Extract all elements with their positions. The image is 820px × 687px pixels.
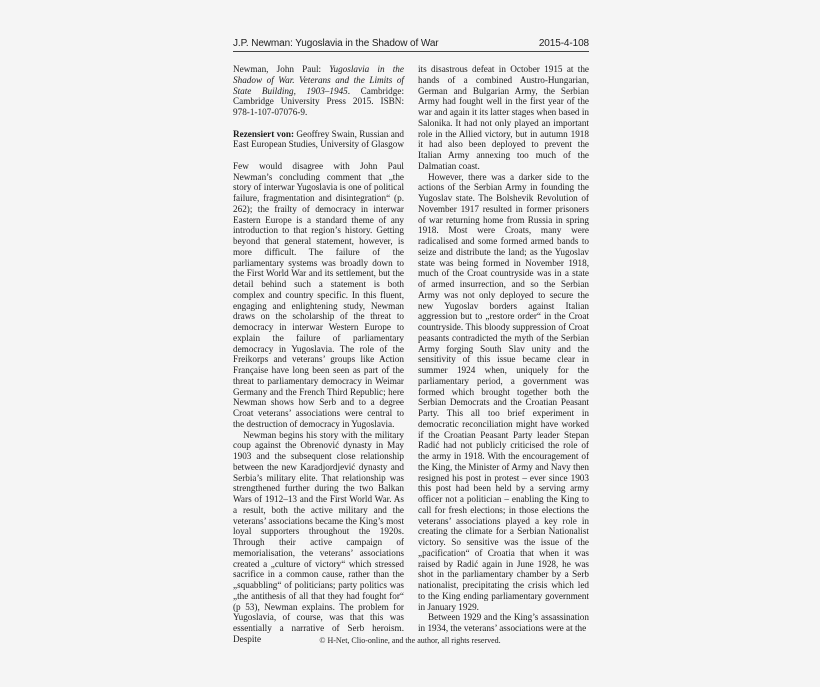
right-column [418, 64, 589, 645]
header-title: J.P. Newman: Yugoslavia in the Shadow of War [233, 38, 439, 49]
bibliographic-entry [233, 64, 404, 118]
reviewer-info [233, 129, 404, 151]
left-column [233, 64, 404, 645]
paragraph: Newman begins his story with the military coup against the Obrenović dynasty in May 1903 and the subsequent close relationship between the new Karadjordjević dynasty and Serbia’s military elite. That relationship was strengthened further during the two Balkan Wars of 1912–13 and the First World War. As a result, both the active military and the veterans’ associations became the King’s most loyal supporters throughout the 1920s. Through their active campaign of memorialisation, the veterans’ associations created a „culture of victory“ which stressed sacrifice in a common cause, rather than the „squabbling“ of politicians; party politics was „the antithesis of all that they had fought for“ (p 53), Newman explains. The problem for Yugoslavia, of course, was that this was essentially a narrative of Serb heroism. Despite [233, 429, 404, 644]
paragraph: Between 1929 and the King’s assassination in 1934, the veterans’ associations were at the [418, 612, 589, 633]
reviewer-name: Geoffrey Swain, Russian and East European Studies, University of Glasgow [233, 128, 404, 150]
paragraph: However, there was a darker side to the actions of the Serbian Army in founding the Yugoslav state. The Bolshevik Revolution of November 1917 resulted in former prisoners of war returning home from Russia in spring 1918. Most were Croats, many were radicalised and some formed armed bands to seize and distribute the land; as the Yugoslav state was being formed in November 1918, much of the Croat countryside was in a state of armed insurrection, and so the Serbian Army was not only deployed to secure the new Yugoslav borders against Italian aggression but to „restore order“ in the Croat countryside. This bloody suppression of Croat peasants contradicted the myth of the Serbian Army forging South Slav unity and the sensitivity of this issue became clear in summer 1924 when, uniquely for the parliamentary period, a government was formed which brought together both the Serbian Democrats and the Croatian Peasant Party. This all too brief experiment in democratic reconciliation might have worked if the Croatian Peasant Party leader Stepan Radić had not publicly criticised the role of the army in 1918. With the encouragement of the King, the Minister of Army and Navy then resigned his post in protest – ever since 1903 this post had been held by a serving army officer not a politician – enabling the King to call for fresh elections; in those elections the veterans’ associations played a key role in creating the climate for a Serbian Nationalist victory. So sensitive was the issue of the „pacification“ of Croatia that when it was raised by Radić again in June 1928, he was shot in the parliamentary chamber by a Serb nationalist, precipitating the crisis which led to the King ending parliamentary government in January 1929. [418, 171, 589, 612]
paragraph: its disastrous defeat in October 1915 at the hands of a combined Austro-Hungarian, German and Bulgarian Army, the Serbian Army had fought well in the first year of the war and again it its latter stages when based in Salonika. It had not only played an important role in the Allied victory, but in autumn 1918 it had also been deployed to prevent the Italian Army annexing too much of the Dalmatian coast. [418, 64, 589, 171]
book-publication: . Cambridge: Cambridge University Press 2015. ISBN: 978-1-107-07076-9. [233, 85, 404, 117]
running-header [233, 38, 589, 52]
header-review-id: 2015-4-108 [538, 38, 589, 49]
document-page [233, 38, 589, 645]
paragraph: Few would disagree with John Paul Newman’s concluding comment that „the story of interwar Yugoslavia is one of political failure, fragmentation and disintegration“ (p. 262); the frailty of democracy in interwar Eastern Europe is a standard theme of any introduction to that region’s history. Getting beyond that general statement, however, is more difficult. The failure of the parliamentary systems was broadly down to the First World War and its settlement, but the detail behind such a statement is both complex and country specific. In this fluent, engaging and enlightening study, Newman draws on the scholarship of the threat to democracy in interwar Western Europe to explain the failure of parliamentary democracy in Yugoslavia. The role of the Freikorps and veterans’ groups like Action Française have long been seen as part of the threat to parliamentary democracy in Weimar Germany and the French Third Republic; here Newman shows how Serb and to a degree Croat veterans’ associations were central to the destruction of democracy in Yugoslavia. [233, 160, 404, 429]
reviewer-label: Rezensiert von: [233, 128, 295, 139]
text-columns [233, 64, 589, 645]
book-author: Newman, John Paul: [233, 64, 330, 74]
book-title: Yugoslavia in the Shadow of War. Veterans and the Limits of State Building, 1903–1945 [233, 64, 404, 96]
copyright-footer: © H-Net, Clio-online, and the author, all rights reserved. [319, 636, 501, 645]
